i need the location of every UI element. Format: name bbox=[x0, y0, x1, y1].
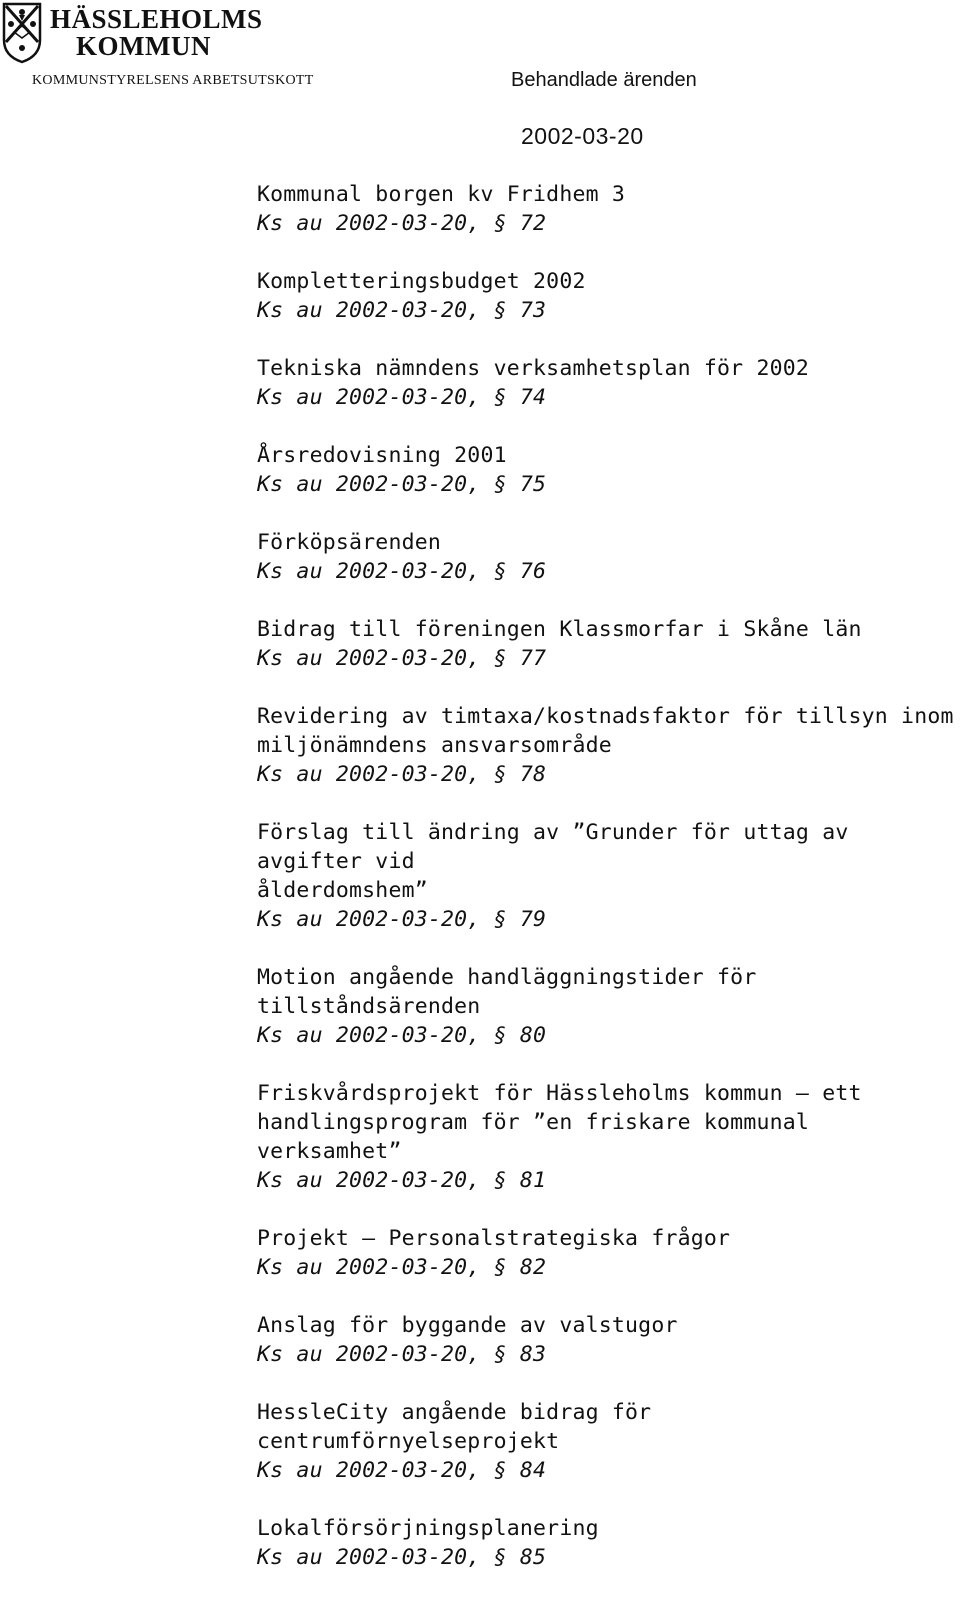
agenda-item-title: Kompletteringsbudget 2002 bbox=[257, 269, 586, 294]
agenda-item bbox=[257, 354, 957, 412]
agenda-item-title: HessleCity angående bidrag för centrumförnyelseprojekt bbox=[257, 1400, 652, 1454]
municipality-logo bbox=[50, 6, 263, 60]
agenda-item bbox=[257, 1398, 957, 1485]
agenda-item-title: Årsredovisning 2001 bbox=[257, 443, 507, 468]
agenda-item bbox=[257, 1514, 957, 1572]
agenda-item-reference: Ks au 2002-03-20, § 78 bbox=[257, 762, 547, 787]
agenda-item-reference: Ks au 2002-03-20, § 80 bbox=[257, 1023, 547, 1048]
agenda-item bbox=[257, 1079, 957, 1195]
agenda-item bbox=[257, 1311, 957, 1369]
agenda-item-title: Revidering av timtaxa/kostnadsfaktor för tillsyn inom miljönämndens ansvarsområde bbox=[257, 704, 954, 758]
agenda-item-reference: Ks au 2002-03-20, § 82 bbox=[257, 1255, 547, 1280]
letterhead bbox=[0, 0, 960, 100]
agenda-item-reference: Ks au 2002-03-20, § 84 bbox=[257, 1458, 547, 1483]
agenda-item-title: Förköpsärenden bbox=[257, 530, 442, 555]
agenda-item bbox=[257, 1224, 957, 1282]
document-type: Behandlade ärenden bbox=[511, 69, 697, 91]
agenda-item-title: Motion angående handläggningstider för tillståndsärenden bbox=[257, 965, 757, 1019]
agenda-item bbox=[257, 615, 957, 673]
logo-line-2: KOMMUN bbox=[76, 31, 211, 61]
agenda-item-reference: Ks au 2002-03-20, § 77 bbox=[257, 646, 547, 671]
agenda-item-reference: Ks au 2002-03-20, § 72 bbox=[257, 211, 547, 236]
agenda-item bbox=[257, 267, 957, 325]
agenda-item-title: Lokalförsörjningsplanering bbox=[257, 1516, 599, 1541]
agenda-item-reference: Ks au 2002-03-20, § 83 bbox=[257, 1342, 547, 1367]
agenda-item-title: Tekniska nämndens verksamhetsplan för 2002 bbox=[257, 356, 810, 381]
agenda-item-reference: Ks au 2002-03-20, § 73 bbox=[257, 298, 547, 323]
agenda-item-title: Anslag för byggande av valstugor bbox=[257, 1313, 678, 1338]
agenda-item bbox=[257, 441, 957, 499]
document-date: 2002-03-20 bbox=[521, 123, 644, 149]
agenda-item-title: Kommunal borgen kv Fridhem 3 bbox=[257, 182, 626, 207]
agenda-item bbox=[257, 180, 957, 238]
org-unit: KOMMUNSTYRELSENS ARBETSUTSKOTT bbox=[32, 73, 314, 88]
agenda-item-reference: Ks au 2002-03-20, § 85 bbox=[257, 1545, 547, 1570]
agenda-item-list bbox=[257, 180, 957, 1601]
agenda-item-reference: Ks au 2002-03-20, § 74 bbox=[257, 385, 547, 410]
agenda-item-title: Friskvårdsprojekt för Hässleholms kommun – ett handlingsprogram för ”en friskare kommunal verksamhet” bbox=[257, 1081, 862, 1164]
agenda-item-reference: Ks au 2002-03-20, § 81 bbox=[257, 1168, 547, 1193]
agenda-item-title: Bidrag till föreningen Klassmorfar i Skåne län bbox=[257, 617, 862, 642]
agenda-item bbox=[257, 528, 957, 586]
municipal-crest-icon bbox=[2, 2, 42, 64]
agenda-item-title: Förslag till ändring av ”Grunder för uttag av avgifter vid ålderdomshem” bbox=[257, 820, 849, 903]
agenda-item bbox=[257, 963, 957, 1050]
agenda-item-reference: Ks au 2002-03-20, § 76 bbox=[257, 559, 547, 584]
agenda-item-reference: Ks au 2002-03-20, § 75 bbox=[257, 472, 547, 497]
agenda-item bbox=[257, 818, 957, 934]
agenda-item-reference: Ks au 2002-03-20, § 79 bbox=[257, 907, 547, 932]
agenda-item bbox=[257, 702, 957, 789]
logo-line-1: HÄSSLEHOLMS bbox=[50, 4, 263, 34]
agenda-item-title: Projekt – Personalstrategiska frågor bbox=[257, 1226, 731, 1251]
